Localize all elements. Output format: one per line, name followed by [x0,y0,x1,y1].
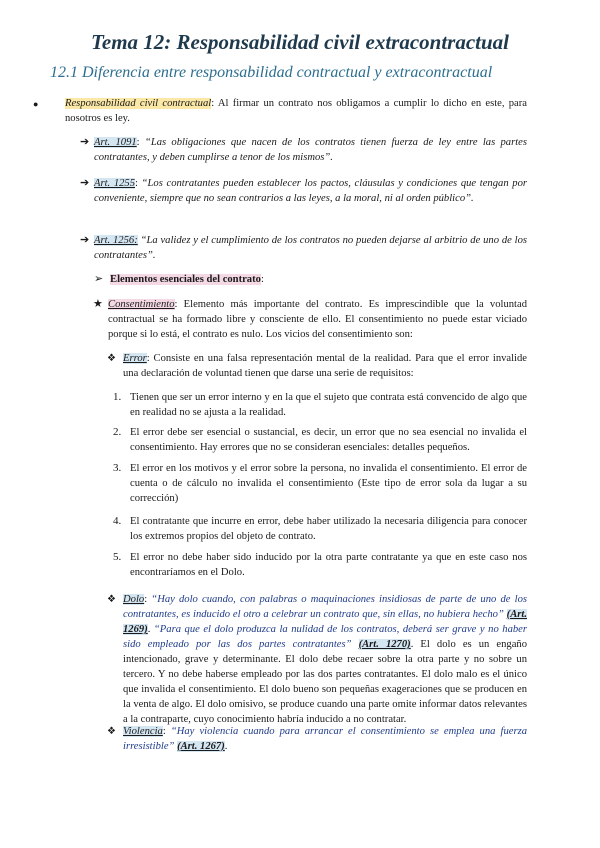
list-item: Tienen que ser un error interno y en la que el sujeto que contrata está convencido de algo que en realidad no se ajusta a la realidad. [130,392,527,418]
article-quote: “La validez y el cumplimiento de los contratos no pueden dejarse al arbitrio de uno de los contratantes”. [94,235,527,261]
dolo-text: . El dolo es un engaño intencionado, grave y determinante. El dolo debe recaer sobre la otra parte y no sobre un tercero. Y no debe haberse empleado por las dos partes contratantes. El dolo malo es el único que invalida el consentimiento. El dolo bueno son pequeñas exageraciones que se producen en la venta de algo. El dolo omisivo, se produce cuando una parte omite informar datos relevantes a la contraparte, cuyo conocimiento habría inducido a no contratar. [123,639,528,725]
error-text: : Consiste en una falsa representación mental de la realidad. Para que el error invalide una declaración de voluntad tienen que darse una serie de requisitos: [123,353,527,379]
arrow-icon: ➔ [80,177,90,189]
dolo-paragraph: Dolo: “Hay dolo cuando, con palabras o maquinaciones insidiosas de parte de uno de los contratantes, es inducido el otro a celebrar un contrato que, sin ellas, no hubiera hecho” (Art. 1269). “Para que el dolo produzca la nulidad de los contratos, deberá ser grave y no haber sido empleado por las dos partes contratantes” (Art. 1270). El dolo es un engaño intencionado, grave y determinante. El dolo debe recaer sobre la otra parte y no sobre un tercero. Y no debe haberse empleado por las dos partes contratantes. El dolo malo es el único que invalida el consentimiento. El dolo bueno son pequeñas exageraciones que se producen en la venta de algo. El dolo omisivo, se produce cuando una parte omite informar datos relevantes a la contraparte, cuyo conocimiento habría inducido a no contratar. [123,594,528,725]
violencia-paragraph: Violencia: “Hay violencia cuando para arrancar el consentimiento se emplea una fuerza irresistible” (Art. 1267). [123,726,528,752]
article-quote: “Las obligaciones que nacen de los contratos tienen fuerza de ley entre las partes contratantes, y deben cumplirse a tenor de los mismos”. [94,137,527,163]
violencia-quote: “Hay violencia cuando para arrancar el consentimiento se emplea una fuerza irresistible” [123,726,528,752]
dolo-ref-2: (Art. 1270) [358,639,411,650]
arrow-icon: ➔ [80,234,90,246]
bullet-contractual-text: : Al firmar un contrato nos obligamos a cumplir lo dicho en este, para nosotros es ley. [65,98,527,124]
list-number: 5. [113,551,122,563]
list-number: 3. [113,462,122,474]
section-heading: 12.1 Diferencia entre responsabilidad contractual y extracontractual [50,64,493,81]
diamond-bullet-icon: ❖ [107,353,116,364]
consentimiento-text: : Elemento más importante del contrato. Es imprescindible que la voluntad contractual se ha formado libre y consciente de ello. El consentimiento no puede estar viciado porque si lo está, el contrato es nulo. Los vicios del consentimiento son: [108,299,527,340]
diamond-bullet-icon: ❖ [107,726,116,737]
list-number: 2. [113,426,122,438]
page-title: Tema 12: Responsabilidad civil extracontractual [90,30,510,54]
bullet-contractual [65,96,527,126]
consentimiento-paragraph [108,297,527,342]
article-ref: Art. 1255 [94,178,136,189]
term-error: Error [123,353,147,364]
error-paragraph [123,351,527,381]
list-number: 1. [113,391,122,403]
list-item: El error no debe haber sido inducido por la otra parte contratante ya que en este caso nos encontraríamos en el Dolo. [130,552,527,578]
list-number: 4. [113,515,122,527]
list-item: El error debe ser esencial o sustancial, es decir, un error que no sea esencial no invalida el consentimiento. Hay errores que no se consideran esenciales: detalles pequeños. [130,427,527,453]
bullet-dot-icon: ● [33,99,39,109]
dolo-ref-1: (Art. 1269) [123,609,527,635]
diamond-bullet-icon: ❖ [107,594,116,605]
article-1091: Art. 1091: “Las obligaciones que nacen de los contratos tienen fuerza de ley entre las partes contratantes, y deben cumplirse a tenor de los mismos”. [94,137,527,163]
article-1256 [94,233,527,263]
term-dolo: Dolo [123,594,145,605]
article-1255: Art. 1255: “Los contratantes pueden establecer los pactos, cláusulas y condiciones que tengan por conveniente, siempre que no sean contrarios a las leyes, a la moral, ni al orden público”. [94,178,527,204]
arrow-icon: ➔ [80,136,90,148]
article-ref: Art. 1091 [94,137,137,148]
list-item: El error en los motivos y el error sobre la persona, no invalida el consentimiento. El error de cuenta o de cálculo no invalida el consentimiento (Este tipo de error sola da lugar a su corrección) [130,463,527,504]
term-violencia: Violencia [123,726,163,737]
violencia-ref: (Art. 1267) [177,741,225,752]
article-quote: “Los contratantes pueden establecer los pactos, cláusulas y condiciones que tengan por conveniente, siempre que no sean contrarios a las leyes, a la moral, ni al orden público”. [94,178,527,204]
article-ref: Art. 1256: [94,235,138,246]
elementos-label: Elementos esenciales del contrato [110,274,261,285]
list-item: El contratante que incurre en error, debe haber utilizado la necesaria diligencia para conocer los extremos propios del objeto de contrato. [130,516,527,542]
elementos-heading: Elementos esenciales del contrato: [110,274,264,285]
term-consentimiento: Consentimiento [108,299,175,310]
dolo-quote-2: “Para que el dolo produzca la nulidad de los contratos, deberá ser grave y no haber sido empleado por las dos partes contratantes” [123,624,527,650]
star-icon: ★ [93,298,103,310]
arrowhead-icon: ➢ [94,273,104,285]
dolo-quote-1: “Hay dolo cuando, con palabras o maquinaciones insidiosas de parte de uno de los contratantes, es inducido el otro a celebrar un contrato que, sin ellas, no hubiera hecho” [123,594,528,620]
term-contractual: Responsabilidad civil contractual [65,98,212,109]
